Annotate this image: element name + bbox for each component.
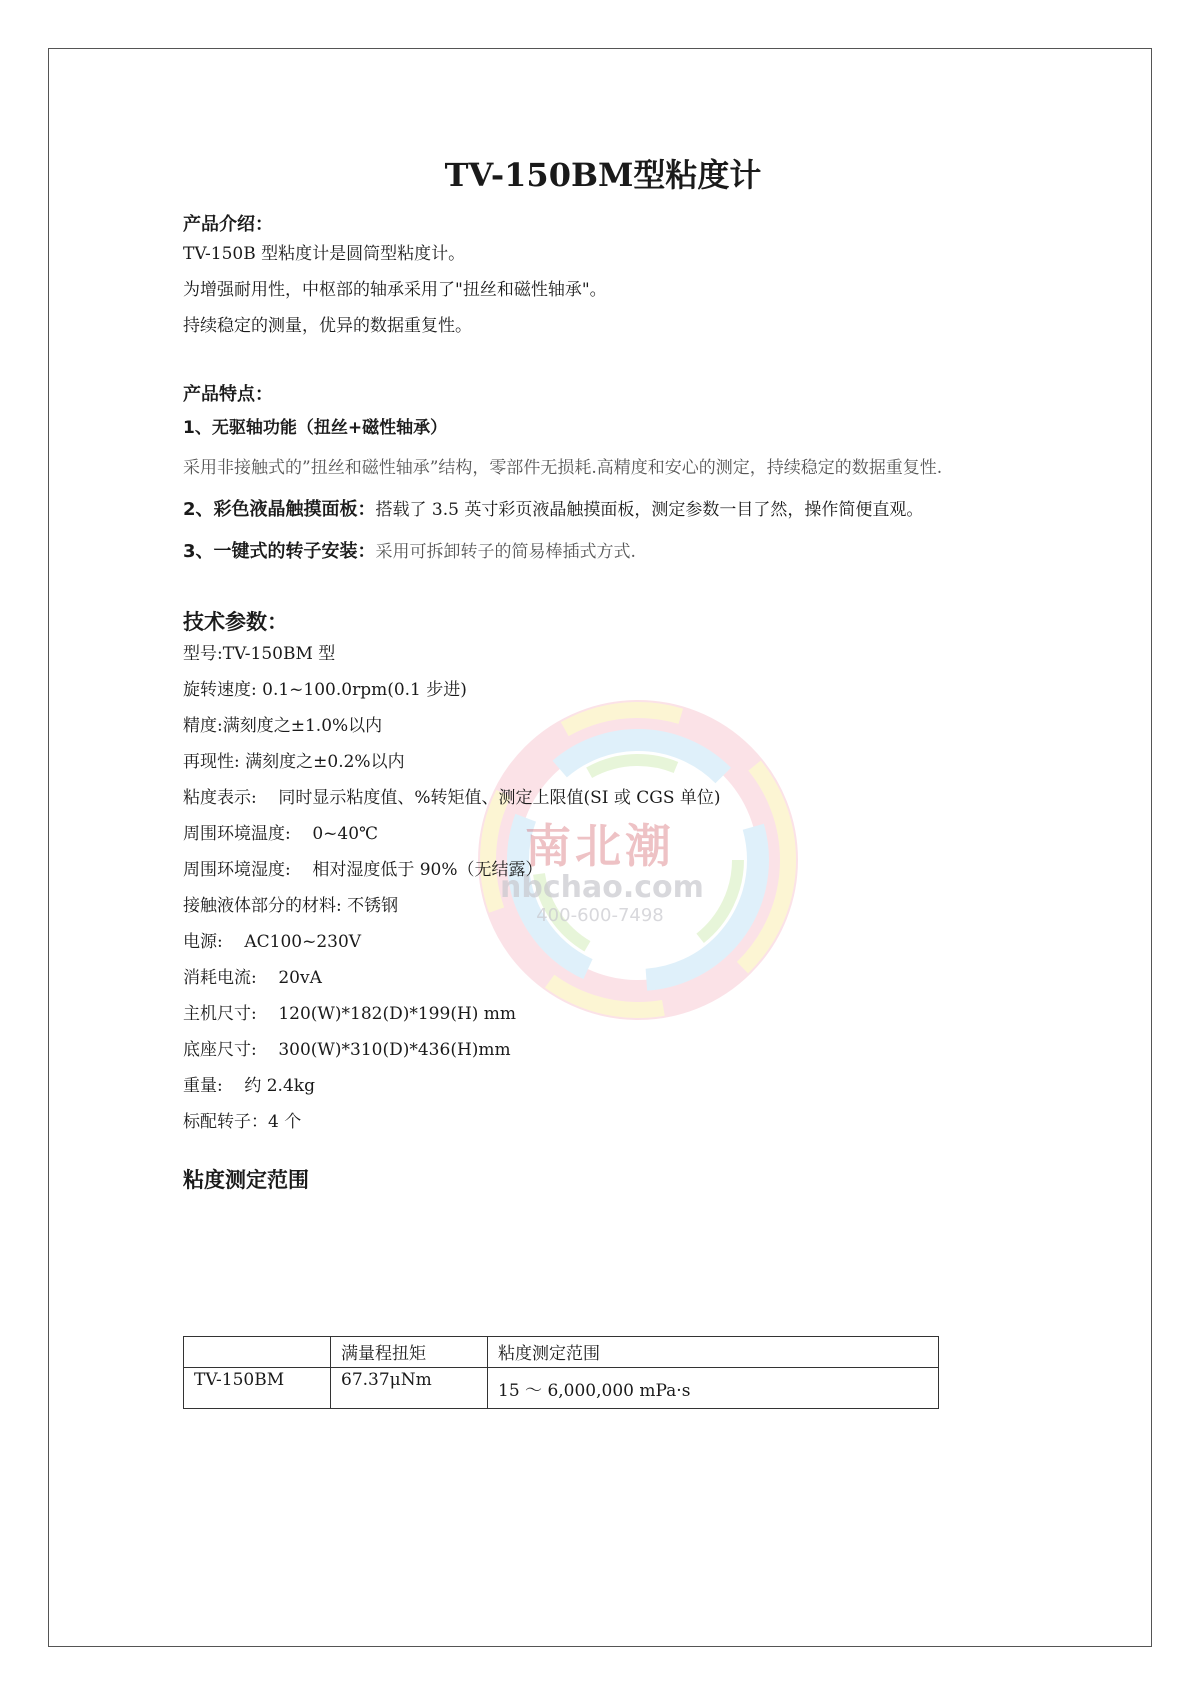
table-header-row <box>184 1337 939 1368</box>
features-heading: 产品特点： <box>183 384 273 405</box>
feature-3-text: 采用可拆卸转子的简易棒插式方式. <box>375 542 636 562</box>
document-body <box>183 150 1023 1194</box>
watermark-brand: 南北潮 <box>525 819 675 873</box>
spec-line: 主机尺寸: 120(W)*182(D)*199(H) mm <box>183 1004 517 1024</box>
feature-1-title: 1、无驱轴功能（扭丝+磁性轴承） <box>183 418 448 438</box>
table-cell-model: TV-150BM <box>184 1368 331 1409</box>
table-header-cell: 满量程扭矩 <box>331 1337 488 1368</box>
intro-heading: 产品介绍： <box>183 214 273 235</box>
range-heading: 粘度测定范围 <box>183 1168 309 1192</box>
table-header-cell <box>184 1337 331 1368</box>
intro-line: TV-150B 型粘度计是圆筒型粘度计。 <box>183 244 466 264</box>
table-cell-range: 15 ～ 6,000,000 mPa·s <box>488 1368 939 1409</box>
page-title: TV-150BM型粘度计 <box>444 156 762 194</box>
spec-line: 再现性: 满刻度之±0.2%以内 <box>183 752 405 772</box>
watermark-url: nbchao.com <box>500 870 704 905</box>
spec-line: 接触液体部分的材料: 不锈钢 <box>183 896 399 916</box>
spec-line: 型号:TV-150BM 型 <box>183 644 336 664</box>
table-cell-torque: 67.37μNm <box>331 1368 488 1409</box>
spec-line: 消耗电流: 20vA <box>183 968 322 988</box>
spec-line: 周围环境湿度: 相对湿度低于 90%（无结露） <box>183 860 543 880</box>
intro-line: 为增强耐用性，中枢部的轴承采用了"扭丝和磁性轴承"。 <box>183 280 607 300</box>
spec-line: 重量: 约 2.4kg <box>183 1076 315 1096</box>
viscosity-range-table <box>183 1336 939 1409</box>
watermark-phone: 400-600-7498 <box>536 905 664 926</box>
spec-line: 旋转速度: 0.1~100.0rpm(0.1 步进) <box>183 680 467 700</box>
table-row <box>184 1368 939 1409</box>
feature-3-title: 3、一键式的转子安装： <box>183 541 376 562</box>
specs-heading: 技术参数： <box>183 610 288 634</box>
spec-line: 周围环境温度: 0~40℃ <box>183 824 379 844</box>
feature-1-text: 采用非接触式的”扭丝和磁性轴承”结构，零部件无损耗.高精度和安心的测定，持续稳定的数据重复性. <box>183 458 943 478</box>
feature-2-title: 2、彩色液晶触摸面板： <box>183 499 376 520</box>
spec-line: 标配转子：4 个 <box>183 1112 302 1132</box>
spec-line: 底座尺寸: 300(W)*310(D)*436(H)mm <box>183 1040 511 1060</box>
table-header-cell: 粘度测定范围 <box>488 1337 939 1368</box>
feature-2-text: 搭载了 3.5 英寸彩页液晶触摸面板，测定参数一目了然，操作简便直观。 <box>375 500 924 520</box>
spec-line: 粘度表示: 同时显示粘度值、%转矩值、测定上限值(SI 或 CGS 单位) <box>183 788 721 808</box>
feature-3 <box>183 534 1023 570</box>
spec-line: 电源: AC100~230V <box>183 932 362 952</box>
intro-line: 持续稳定的测量，优异的数据重复性。 <box>183 316 472 336</box>
spec-line: 精度:满刻度之±1.0%以内 <box>183 716 383 736</box>
feature-2 <box>183 492 1023 528</box>
